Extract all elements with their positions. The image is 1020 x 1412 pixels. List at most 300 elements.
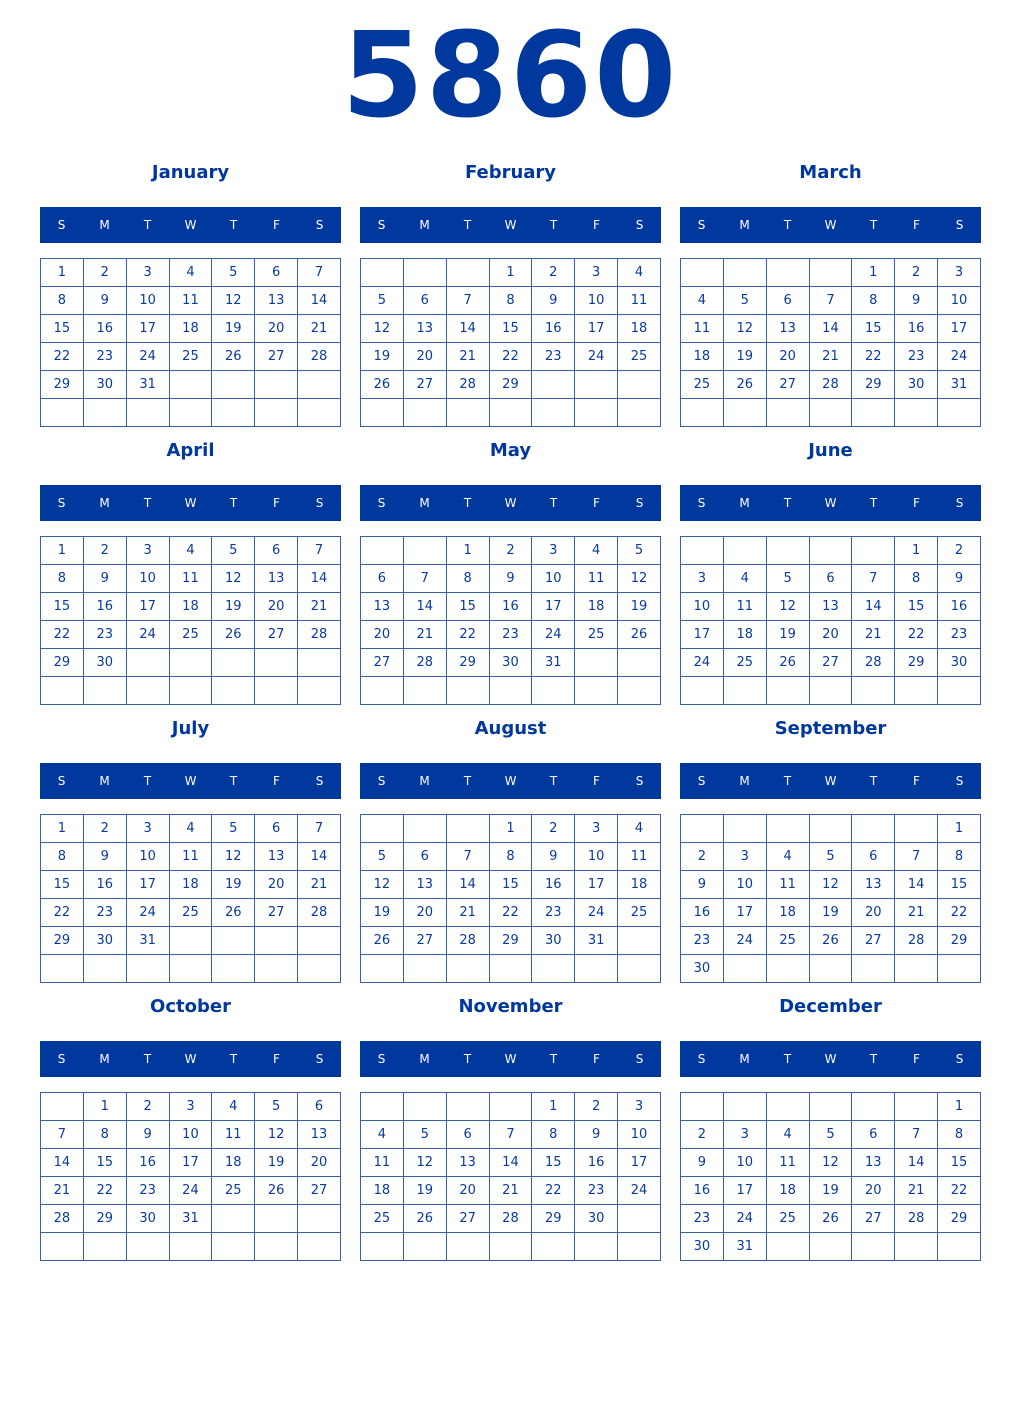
day-cell: 18 [766,1177,809,1205]
day-cell [809,399,852,427]
day-cell: 22 [938,1177,981,1205]
day-cell: 5 [212,259,255,287]
day-cell: 24 [126,899,169,927]
day-cell: 5 [766,565,809,593]
day-cell: 21 [446,343,489,371]
day-cell [723,815,766,843]
day-cell: 24 [723,927,766,955]
weekday-header-row [40,485,341,521]
day-cell: 4 [212,1093,255,1121]
day-cell: 15 [83,1149,126,1177]
day-cell [575,371,618,399]
day-cell: 9 [489,565,532,593]
day-cell: 4 [361,1121,404,1149]
day-cell: 13 [766,315,809,343]
day-cell: 20 [809,621,852,649]
day-cell: 19 [809,1177,852,1205]
day-cell: 31 [169,1205,212,1233]
day-cell: 12 [809,1149,852,1177]
day-cell [212,1233,255,1261]
day-cell [766,815,809,843]
weekday-header: W [184,496,197,510]
day-cell: 24 [938,343,981,371]
day-cell: 22 [852,343,895,371]
day-cell: 13 [446,1149,489,1177]
day-cell: 18 [575,593,618,621]
week-row [681,1233,981,1261]
day-cell: 7 [403,565,446,593]
day-cell: 28 [298,899,341,927]
day-cell: 6 [403,287,446,315]
day-cell: 15 [41,593,84,621]
day-grid [680,814,981,983]
month-name: February [464,162,557,183]
week-row [41,843,341,871]
day-cell: 11 [681,315,724,343]
day-cell [403,537,446,565]
day-cell: 1 [446,537,489,565]
day-cell: 23 [681,927,724,955]
day-cell: 10 [126,843,169,871]
week-row [41,649,341,677]
week-row [681,537,981,565]
day-cell [83,1233,126,1261]
day-cell: 2 [532,815,575,843]
day-cell: 5 [618,537,661,565]
weekday-header: T [869,1052,878,1066]
day-cell: 4 [723,565,766,593]
day-cell: 13 [809,593,852,621]
day-cell [852,537,895,565]
day-cell: 11 [169,287,212,315]
day-cell [852,399,895,427]
day-cell: 4 [766,843,809,871]
day-cell: 2 [575,1093,618,1121]
day-cell: 6 [298,1093,341,1121]
day-cell: 27 [255,343,298,371]
day-cell: 20 [852,899,895,927]
day-cell: 17 [575,871,618,899]
day-cell [618,927,661,955]
day-cell: 22 [41,343,84,371]
day-cell [489,1093,532,1121]
day-cell: 8 [41,565,84,593]
day-cell: 18 [212,1149,255,1177]
day-cell [361,677,404,705]
day-cell [723,537,766,565]
weekday-header: S [315,1052,324,1066]
day-cell [403,955,446,983]
weekday-header: S [697,218,706,232]
weekday-header: S [697,496,706,510]
day-cell: 24 [126,621,169,649]
day-cell: 20 [446,1177,489,1205]
day-cell: 2 [532,259,575,287]
day-cell: 4 [766,1121,809,1149]
day-cell: 5 [255,1093,298,1121]
day-cell: 6 [403,843,446,871]
day-cell: 26 [403,1205,446,1233]
day-cell: 28 [809,371,852,399]
year-title: 5860 [341,6,679,144]
week-row [361,315,661,343]
day-cell [212,371,255,399]
day-cell: 12 [212,287,255,315]
day-grid [40,536,341,705]
weekday-header: M [739,218,750,232]
day-cell: 7 [809,287,852,315]
day-cell: 27 [255,899,298,927]
day-cell [618,649,661,677]
day-cell: 21 [41,1177,84,1205]
day-cell: 8 [41,287,84,315]
day-cell: 20 [255,871,298,899]
day-cell: 8 [938,1121,981,1149]
day-cell [489,955,532,983]
day-cell: 22 [83,1177,126,1205]
day-cell: 9 [681,871,724,899]
day-cell [681,399,724,427]
week-row [681,955,981,983]
weekday-header: S [57,774,66,788]
day-cell: 6 [852,843,895,871]
week-row [41,565,341,593]
day-cell: 1 [852,259,895,287]
day-cell: 10 [126,565,169,593]
day-cell [169,955,212,983]
week-row [41,371,341,399]
day-cell: 28 [298,343,341,371]
day-cell: 14 [41,1149,84,1177]
day-cell: 30 [83,649,126,677]
day-grid [360,258,661,427]
week-row [41,537,341,565]
weekday-header: W [824,496,837,510]
week-row [41,899,341,927]
day-cell: 1 [938,815,981,843]
day-grid [40,814,341,983]
day-cell [361,1093,404,1121]
month-name: July [171,718,210,739]
day-cell: 18 [766,899,809,927]
day-cell: 11 [618,287,661,315]
day-cell [255,371,298,399]
day-cell: 2 [681,1121,724,1149]
day-cell: 28 [489,1205,532,1233]
day-cell: 2 [83,259,126,287]
day-cell: 18 [169,593,212,621]
day-cell [255,927,298,955]
day-cell [723,1093,766,1121]
day-cell: 7 [852,565,895,593]
day-cell: 25 [723,649,766,677]
day-cell [766,955,809,983]
day-cell: 25 [169,343,212,371]
day-cell: 24 [169,1177,212,1205]
weekday-header-row [360,207,661,243]
week-row [41,1177,341,1205]
weekday-header: T [229,496,238,510]
weekday-header: S [315,774,324,788]
day-cell: 22 [895,621,938,649]
day-cell [255,1205,298,1233]
weekday-header: M [419,218,430,232]
week-row [41,1093,341,1121]
day-cell: 26 [809,927,852,955]
weekday-header: T [143,496,152,510]
day-cell: 19 [723,343,766,371]
day-cell: 22 [41,899,84,927]
day-cell: 5 [361,843,404,871]
day-cell: 1 [41,537,84,565]
day-cell: 30 [895,371,938,399]
day-cell: 30 [532,927,575,955]
day-cell: 25 [618,343,661,371]
week-row [681,593,981,621]
day-cell: 26 [361,927,404,955]
day-cell: 11 [766,871,809,899]
day-cell: 26 [723,371,766,399]
day-cell [766,1233,809,1261]
day-cell [361,955,404,983]
day-cell: 9 [532,843,575,871]
day-cell: 3 [532,537,575,565]
week-row [41,287,341,315]
weekday-header: F [273,218,280,232]
week-row [361,927,661,955]
day-cell: 28 [446,927,489,955]
weekday-header: W [824,774,837,788]
day-cell [809,955,852,983]
weekday-header: F [593,774,600,788]
day-cell: 1 [489,259,532,287]
day-cell: 25 [766,927,809,955]
day-cell: 3 [126,259,169,287]
week-row [681,371,981,399]
day-cell [41,399,84,427]
day-cell [169,1233,212,1261]
day-cell: 16 [938,593,981,621]
weekday-header: S [635,774,644,788]
weekday-header: F [913,774,920,788]
day-cell [895,677,938,705]
day-cell: 15 [938,1149,981,1177]
day-cell: 15 [532,1149,575,1177]
day-cell: 7 [895,843,938,871]
day-cell: 27 [852,927,895,955]
week-row [361,1177,661,1205]
day-cell: 28 [852,649,895,677]
day-cell: 8 [489,287,532,315]
week-row [41,677,341,705]
day-cell: 3 [723,843,766,871]
day-cell: 9 [681,1149,724,1177]
day-cell: 4 [618,815,661,843]
day-cell: 27 [852,1205,895,1233]
day-cell: 9 [575,1121,618,1149]
day-cell [852,1093,895,1121]
day-grid [360,536,661,705]
weekday-header: S [635,218,644,232]
day-cell [361,815,404,843]
day-cell: 13 [361,593,404,621]
week-row [681,927,981,955]
day-cell: 20 [255,593,298,621]
day-cell: 27 [766,371,809,399]
day-cell: 3 [169,1093,212,1121]
day-cell [126,1233,169,1261]
day-cell [681,259,724,287]
day-cell: 29 [532,1205,575,1233]
day-cell: 16 [83,315,126,343]
day-cell: 10 [681,593,724,621]
day-cell [575,955,618,983]
day-cell: 17 [126,871,169,899]
day-cell: 22 [938,899,981,927]
week-row [361,343,661,371]
week-row [41,315,341,343]
day-cell: 7 [446,843,489,871]
weekday-header: T [869,774,878,788]
day-cell: 12 [403,1149,446,1177]
day-cell [298,1205,341,1233]
day-cell: 15 [852,315,895,343]
day-cell [298,677,341,705]
day-cell [489,1233,532,1261]
day-cell [895,955,938,983]
day-cell [938,677,981,705]
day-cell: 31 [938,371,981,399]
day-cell [446,815,489,843]
day-cell [575,677,618,705]
day-cell: 1 [532,1093,575,1121]
day-cell: 26 [361,371,404,399]
month-name: September [774,718,887,739]
day-cell: 5 [723,287,766,315]
day-cell: 29 [41,927,84,955]
day-cell: 19 [255,1149,298,1177]
day-cell [723,955,766,983]
day-cell: 14 [489,1149,532,1177]
day-cell [126,677,169,705]
day-grid [40,258,341,427]
week-row [41,621,341,649]
day-cell: 21 [895,899,938,927]
week-row [41,927,341,955]
day-cell: 26 [212,343,255,371]
day-cell: 16 [489,593,532,621]
day-cell [169,927,212,955]
week-row [361,287,661,315]
weekday-header: M [99,774,110,788]
day-cell: 5 [212,815,255,843]
day-cell: 29 [938,1205,981,1233]
day-cell: 15 [489,315,532,343]
day-cell: 3 [938,259,981,287]
month-name: April [166,440,215,461]
day-cell: 16 [681,899,724,927]
day-cell [298,955,341,983]
day-cell [403,1233,446,1261]
day-cell: 30 [938,649,981,677]
day-cell: 1 [41,815,84,843]
day-cell: 22 [532,1177,575,1205]
week-row [41,871,341,899]
day-cell: 31 [126,927,169,955]
weekday-header: T [869,218,878,232]
weekday-header: T [783,496,792,510]
day-cell: 27 [809,649,852,677]
day-cell: 24 [575,899,618,927]
day-cell: 11 [575,565,618,593]
day-cell [575,399,618,427]
day-cell: 4 [575,537,618,565]
day-cell: 2 [895,259,938,287]
day-cell: 10 [126,287,169,315]
day-cell: 31 [723,1233,766,1261]
day-cell: 20 [255,315,298,343]
day-cell: 19 [403,1177,446,1205]
day-cell [532,371,575,399]
day-cell: 7 [298,815,341,843]
day-cell: 28 [446,371,489,399]
day-cell [852,1233,895,1261]
day-cell: 28 [895,927,938,955]
weekday-header: T [143,774,152,788]
weekday-header: M [739,1052,750,1066]
week-row [681,259,981,287]
day-cell: 19 [361,899,404,927]
day-cell: 17 [575,315,618,343]
day-cell: 17 [618,1149,661,1177]
week-row [361,565,661,593]
week-row [361,621,661,649]
day-cell: 20 [298,1149,341,1177]
day-cell: 23 [489,621,532,649]
day-cell [446,1233,489,1261]
weekday-header: W [824,1052,837,1066]
day-cell: 20 [361,621,404,649]
day-cell: 6 [255,259,298,287]
day-cell: 17 [532,593,575,621]
day-cell: 25 [766,1205,809,1233]
weekday-header-row [360,485,661,521]
day-cell: 3 [723,1121,766,1149]
day-cell: 16 [681,1177,724,1205]
day-cell: 5 [212,537,255,565]
day-cell: 30 [83,371,126,399]
day-cell: 17 [126,593,169,621]
day-cell: 17 [938,315,981,343]
day-cell [489,677,532,705]
day-cell: 15 [489,871,532,899]
weekday-header: S [377,496,386,510]
day-cell: 21 [852,621,895,649]
day-grid [680,258,981,427]
day-cell [618,677,661,705]
day-cell [41,1233,84,1261]
day-cell: 23 [681,1205,724,1233]
weekday-header-row [40,207,341,243]
week-row [41,259,341,287]
day-cell: 20 [852,1177,895,1205]
day-cell: 31 [575,927,618,955]
month-name: December [779,996,882,1017]
day-grid [680,1092,981,1261]
day-cell: 16 [83,593,126,621]
day-cell: 26 [766,649,809,677]
day-cell [809,677,852,705]
